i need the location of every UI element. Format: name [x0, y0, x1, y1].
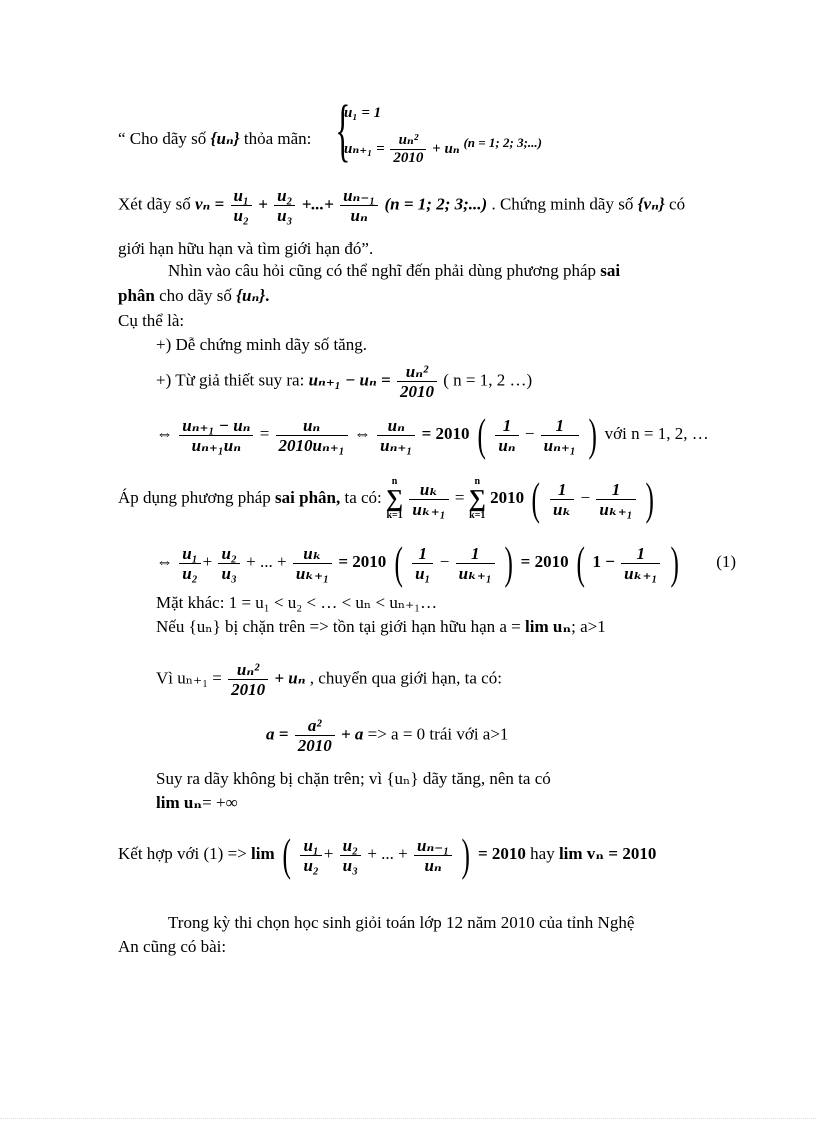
closing-line-2: An cũng có bài:: [118, 937, 227, 956]
combine-line: Kết hợp với (1) => lim ( $\frac{\text{u₁}}{\text{u₂}}$ + $\frac{\text{u₂}}{\text{u₃}}$ + ... + $\frac{\text{uₙ₋₁}}{\text{uₙ}}$ ) = 2010 hay lim vₙ = 2010: [118, 829, 657, 880]
intro-text: “ Cho dãy số: [118, 129, 207, 148]
define-v-line: Xét dãy số vₙ = $\frac{\text{u₁}}{\text{u₂}}$ + $\frac{\text{u₂}}{\text{u₃}}$ +...+ $\frac{\text{uₙ₋₁}}{\text{uₙ}}$ (n = 1; 2; 3;...) . Chứng minh dãy số {vₙ} có: [118, 186, 686, 225]
para1-line-1: Nhìn vào câu hỏi cũng có thể nghĩ đến phải dùng phương pháp sai: [168, 261, 621, 280]
because-line: Vì uₙ₊₁ = $\frac{\text{uₙ²}}{2010}$ + uₙ , chuyển qua giới hạn, ta có:: [156, 660, 502, 699]
step-3: ⇔ $\frac{\text{uₙ₊₁ − uₙ}}{\text{uₙ₊₁uₙ}}$ = $\frac{\text{uₙ}}{\text{2010uₙ₊₁}}$ ⇔ $\frac{\text{uₙ}}{\text{uₙ₊₁}}$ = 2010 ( $\frac{1}{\text{uₙ}}$ − $\frac{1}{\text{uₙ₊₁}}$ ) với n = 1, 2, …: [156, 409, 709, 460]
closing-line-1: Trong kỳ thi chọn học sinh giỏi toán lớp 12 năm 2010 của tỉnh Nghệ: [168, 913, 635, 932]
define-v-line-2: giới hạn hữu hạn và tìm giới hạn đó”.: [118, 239, 374, 258]
para1-line-2: phân cho dãy số {uₙ}.: [118, 286, 270, 305]
system-line-2: uₙ₊₁ = $\frac{\text{uₙ²}}{2010}$ + uₙ (n = 1; 2; 3;...): [344, 132, 542, 166]
infer-line-1: Suy ra dãy không bị chặn trên; vì {uₙ} dãy tăng, nên ta có: [156, 769, 551, 788]
system-brace: {: [335, 92, 351, 169]
condition-label: thỏa mãn:: [243, 129, 312, 148]
equation-tag: (1): [716, 551, 737, 571]
intro-line: [118, 130, 311, 147]
page-bottom-rule: [0, 1118, 816, 1119]
limit-equation: a = $\frac{\text{a²}}{2010}$ + a => a = 0 trái với a>1: [266, 716, 509, 755]
bounded-line: Nếu {uₙ} bị chặn trên => tồn tại giới hạn hữu hạn a = lim uₙ; a>1: [156, 617, 606, 636]
step-1: +) Dễ chứng minh dãy số tăng.: [156, 335, 367, 354]
system-line-1: u₁ = 1: [344, 105, 382, 121]
other-line: Mặt khác: 1 = u₁ < u₂ < … < uₙ < uₙ₊₁…: [156, 593, 438, 612]
equation-1: ⇔ $\frac{\text{u₁}}{\text{u₂}}$ + $\frac{\text{u₂}}{\text{u₃}}$ + ... + $\frac{\text{uₖ}}{\text{uₖ₊₁}}$ = 2010 ( $\frac{1}{\text{u₁}}$ − $\frac{1}{\text{uₖ₊₁}}$ ) = 2010 ( 1 − $\frac{1}{\text{uₖ₊₁}}$ ) (1): [156, 537, 737, 588]
apply-line: Áp dụng phương pháp sai phân, ta có: n ∑ k=1 $\frac{\text{uₖ}}{\text{uₖ₊₁}}$ = n ∑ k=1 2010 ( $\frac{1}{\text{uₖ}}$ − $\frac{1}{\text{uₖ₊₁}}$ ): [118, 473, 654, 524]
infer-line-2: lim uₙ= +∞: [156, 793, 238, 812]
seq-u-name: {uₙ}: [210, 129, 240, 148]
fraction: $\frac{\text{uₙ²}}{2010}$: [390, 132, 426, 167]
step-2: +) Từ giả thiết suy ra: uₙ₊₁ − uₙ = $\frac{\text{uₙ²}}{2010}$ ( n = 1, 2 …): [156, 362, 533, 401]
sum-symbol: n ∑ k=1: [386, 476, 404, 521]
specifically-label: Cụ thể là:: [118, 311, 185, 330]
sum-symbol: n ∑ k=1: [468, 476, 486, 521]
